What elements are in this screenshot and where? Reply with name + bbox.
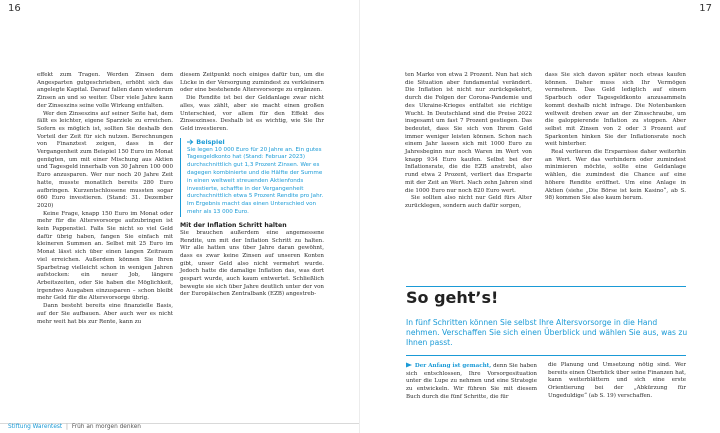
intro-bold-lead: Der Anfang ist gemacht, xyxy=(414,363,492,369)
paragraph: diesem Zeitpunkt noch einiges dafür tun, um die Lücke in der Versorgung zumindest zu verkleinern oder eine bestehende Altersvorsorge zu ergänzen. xyxy=(180,72,324,94)
page-number-left: 16 xyxy=(8,3,21,14)
section-rule-top xyxy=(406,286,686,287)
paragraph: Sie sollten also nicht nur Geld fürs Alter zurücklegen, sondern auch dafür sorgen, xyxy=(405,195,532,209)
example-title-text: Beispiel xyxy=(196,137,225,146)
intro-text: denn Sie haben sich entschlossen, Ihre Vorsorgesituation unter die Lupe zu nehmen und eine Strategie zu entwickeln. Wir führen Sie mit diesem Buch durch die fünf Schritte, die für xyxy=(406,363,537,400)
footer-separator: | xyxy=(66,424,68,430)
left-column-1 xyxy=(37,72,173,326)
paragraph: effekt zum Tragen. Werden Zinsen dem Angesparten gutgeschrieben, erhöht sich das angelegte Kapital. Darauf fallen dann wiederum Zinsen an und so weiter. Über viele Jahre kann der Zinseszins seine volle Wirkung entfalten. xyxy=(37,72,173,109)
paragraph: Wer den Zinseszins auf seiner Seite hat, dem fällt es leichter, eigene Sparziele zu erreichen. Sofern es möglich ist, sollten Sie deshalb den Vorteil der Zeit für sich nutzen. Berechnungen von Finanztest zeigen, dass in der Vergangenheit zum Beispiel 150 Euro im Monat genügten, um mit einer Mischung aus Aktien und Tagesgeld innerhalb von 30 Jahren 100 000 Euro anzusparen. Wer nur noch 20 Jahre Zeit hatte, musste monatlich bereits 280 Euro aufbringen. Kurzentschlossene mussten sogar 660 Euro investieren. (Stand: 31. Dezember 2020) xyxy=(37,110,173,209)
paragraph: Dann besteht bereits eine finanzielle Basis, auf der Sie aufbauen. Aber auch wer es nicht mehr weit hat bis zur Rente, kann zu xyxy=(37,303,173,325)
arrow-right-icon xyxy=(187,139,194,145)
paragraph: Real verlieren die Ersparnisse daher weiterhin an Wert. Wer das verhindern oder zumindest minimieren möchte, sollte eine Geldanlage wählen, die zumindest die Chance auf eine höhere Rendite eröffnet. Um eine Anlage in Aktien (siehe „Die Börse ist kein Kasino“, ab S. 98) kommen Sie also kaum herum. xyxy=(545,149,686,202)
page-number-right: 17 xyxy=(699,3,712,14)
intro-column-2 xyxy=(548,362,686,401)
example-title xyxy=(187,138,324,147)
paragraph: Keine Frage, knapp 150 Euro im Monat oder mehr für die Altersvorsorge aufzubringen ist kein Pappenstiel. Falls Sie nicht so viel Geld dafür übrig haben, fangen Sie einfach mit kleineren Summen an. Selbst mit 25 Euro im Monat lässt sich über einen langen Zeitraum viel erreichen. Außerdem können Sie Ihren Sparbetrag vielleicht schon in wenigen Jahren aufstocken: ein neuer Job, längere Arbeitszeiten, oder Sie haben die Möglichkeit, irgendwo Ausgaben einzusparen – schon bleibt mehr Geld für die Altersvorsorge übrig. xyxy=(37,210,173,302)
section-lead: In fünf Schritten können Sie selbst Ihre Altersvorsorge in die Hand nehmen. Verschaffen Sie sich einen Überblick und wählen Sie aus, was zu Ihnen passt. xyxy=(406,318,688,348)
example-body: Sie legen 10 000 Euro für 20 Jahre an. Ein gutes Tagesgeldkonto hat (Stand: Februar 2023) durchschnittlich gut 1,3 Prozent Zinsen. Wer es dagegen kombinierte und die Hälfte der Summe in einen weltweit streuenden Aktienfonds investierte, schaffte in der Vergangenheit durchschnittlich etwa 5 Prozent Rendite pro Jahr. Im Ergebnis macht das einen Unterschied von mehr als 13 000 Euro. xyxy=(187,146,324,215)
left-column-2 xyxy=(180,72,324,299)
intro-text: die Planung und Umsetzung nötig sind. Wer bereits einen Überblick über seine Finanzen hat, kann weiterblättern und sich eine erste Orientierung bei der „Abkürzung für Ungeduldige“ (ab S. 19) verschaffen. xyxy=(548,362,686,399)
arrow-right-icon xyxy=(406,362,413,368)
right-column-1 xyxy=(405,72,532,211)
paragraph: Sie brauchen außerdem eine angemessene Rendite, um mit der Inflation Schritt zu halten. Wir alle hatten uns über Jahre daran gewöhnt, dass es zwar keine Zinsen auf unseren Konten gibt, unser Geld also nicht vermehrt wurde. Jedoch hatte die damalige Inflation das, was dort gespart wurde, auch kaum entwertet. Schließlich bewegte sie sich über Jahre deutlich unter der von der Europäischen Zentralbank (EZB) angestreb- xyxy=(180,229,324,298)
intro-column-1 xyxy=(406,362,537,402)
example-box xyxy=(180,138,324,217)
right-column-2 xyxy=(545,72,686,203)
footer-brand: Stiftung Warentest xyxy=(8,424,63,430)
section-rule-bottom xyxy=(406,355,686,356)
footer-title: Früh an morgen denken xyxy=(71,424,141,430)
paragraph: Die Rendite ist bei der Geldanlage zwar nicht alles, was zählt, aber sie macht einen großen Unterschied, vor allem für den Effekt des Zinseszinses. Deshalb ist es wichtig, wie Sie Ihr Geld investieren. xyxy=(180,95,324,132)
section-subheading: Mit der Inflation Schritt halten xyxy=(180,221,287,229)
paragraph: dass Sie sich davon später noch etwas kaufen können. Daher muss sich Ihr Vermögen vermehren. Das Geld lediglich auf einem Sparbuch oder Tagesgeldkonto anzusammeln kommt deshalb nicht infrage. Die Notenbanken weltweit drehen zwar an der Zinsschraube, um die galoppierende Inflation zu stoppen. Aber selbst mit Zinsen von 2 oder 3 Prozent auf Sparkonten hinken Sie der Inflationsrate noch weit hinterher. xyxy=(545,72,686,148)
page-footer xyxy=(8,424,141,430)
section-heading: So geht’s! xyxy=(406,288,499,307)
paragraph: ten Marke von etwa 2 Prozent. Nun hat sich die Situation aber fundamental verändert. Die Inflation ist nicht nur zurückgekehrt, durch die Folgen der Corona-Pandemie und des Ukraine-Krieges entfaltet sie richtige Wucht. In Deutschland sind die Preise 2022 insgesamt um fast 7 Prozent gestiegen. Das bedeutet, dass Sie sich von Ihrem Geld immer weniger leisten können. Schon nach einem Jahr lassen sich mit 1000 Euro zu Jahresbeginn nur noch Waren im Wert von knapp 934 Euro kaufen. Selbst bei der Inflationsrate, die die EZB anstrebt, also rund etwa 2 Prozent, verliert das Ersparte mit der Zeit an Wert. Nach zehn Jahren sind die 1000 Euro nur noch 820 Euro wert. xyxy=(405,72,532,194)
